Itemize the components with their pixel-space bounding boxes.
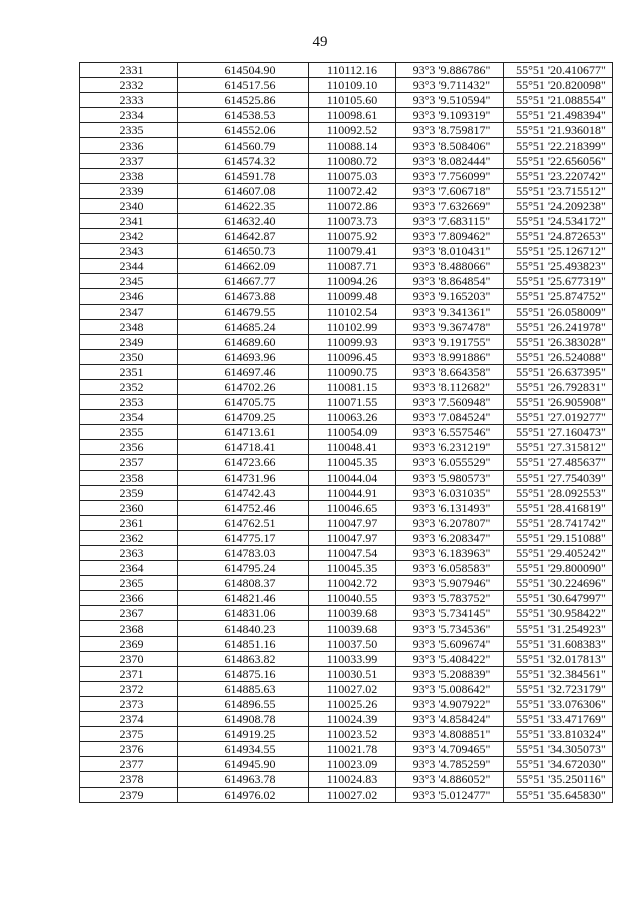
table-row — [80, 651, 613, 666]
latitude-cell: 55°51 '27.019277" — [504, 410, 613, 425]
y-coordinate-cell: 110087.71 — [309, 259, 396, 274]
table-row — [80, 757, 613, 772]
longitude-cell: 93°3 '4.886052" — [396, 772, 504, 787]
point-number-cell: 2361 — [80, 515, 178, 530]
latitude-cell: 55°51 '31.254923" — [504, 621, 613, 636]
x-coordinate-cell: 614742.43 — [178, 485, 309, 500]
point-number-cell: 2367 — [80, 606, 178, 621]
longitude-cell: 93°3 '8.010431" — [396, 244, 504, 259]
latitude-cell: 55°51 '24.872653" — [504, 229, 613, 244]
x-coordinate-cell: 614632.40 — [178, 213, 309, 228]
latitude-cell: 55°51 '23.220742" — [504, 168, 613, 183]
table-row — [80, 636, 613, 651]
y-coordinate-cell: 110098.61 — [309, 108, 396, 123]
x-coordinate-cell: 614574.32 — [178, 153, 309, 168]
y-coordinate-cell: 110044.04 — [309, 470, 396, 485]
y-coordinate-cell: 110045.35 — [309, 561, 396, 576]
table-row — [80, 546, 613, 561]
table-row — [80, 349, 613, 364]
longitude-cell: 93°3 '8.508406" — [396, 138, 504, 153]
x-coordinate-cell: 614795.24 — [178, 561, 309, 576]
longitude-cell: 93°3 '6.207807" — [396, 515, 504, 530]
y-coordinate-cell: 110048.41 — [309, 440, 396, 455]
point-number-cell: 2378 — [80, 772, 178, 787]
longitude-cell: 93°3 '7.560948" — [396, 395, 504, 410]
y-coordinate-cell: 110040.55 — [309, 591, 396, 606]
x-coordinate-cell: 614831.06 — [178, 606, 309, 621]
table-row — [80, 168, 613, 183]
longitude-cell: 93°3 '5.208839" — [396, 666, 504, 681]
longitude-cell: 93°3 '9.165203" — [396, 289, 504, 304]
table-row — [80, 485, 613, 500]
x-coordinate-cell: 614622.35 — [178, 198, 309, 213]
x-coordinate-cell: 614709.25 — [178, 410, 309, 425]
x-coordinate-cell: 614976.02 — [178, 787, 309, 802]
y-coordinate-cell: 110033.99 — [309, 651, 396, 666]
point-number-cell: 2354 — [80, 410, 178, 425]
longitude-cell: 93°3 '6.557546" — [396, 425, 504, 440]
table-row — [80, 530, 613, 545]
table-row — [80, 153, 613, 168]
point-number-cell: 2343 — [80, 244, 178, 259]
point-number-cell: 2353 — [80, 395, 178, 410]
table-row — [80, 772, 613, 787]
table-row — [80, 259, 613, 274]
y-coordinate-cell: 110102.99 — [309, 319, 396, 334]
point-number-cell: 2331 — [80, 63, 178, 78]
coordinates-table — [79, 62, 613, 803]
point-number-cell: 2334 — [80, 108, 178, 123]
x-coordinate-cell: 614752.46 — [178, 500, 309, 515]
point-number-cell: 2370 — [80, 651, 178, 666]
point-number-cell: 2375 — [80, 727, 178, 742]
longitude-cell: 93°3 '9.367478" — [396, 319, 504, 334]
x-coordinate-cell: 614945.90 — [178, 757, 309, 772]
y-coordinate-cell: 110044.91 — [309, 485, 396, 500]
latitude-cell: 55°51 '25.493823" — [504, 259, 613, 274]
y-coordinate-cell: 110063.26 — [309, 410, 396, 425]
longitude-cell: 93°3 '8.664358" — [396, 364, 504, 379]
point-number-cell: 2377 — [80, 757, 178, 772]
table-row — [80, 319, 613, 334]
y-coordinate-cell: 110094.26 — [309, 274, 396, 289]
longitude-cell: 93°3 '9.191755" — [396, 334, 504, 349]
point-number-cell: 2358 — [80, 470, 178, 485]
point-number-cell: 2332 — [80, 78, 178, 93]
table-row — [80, 681, 613, 696]
latitude-cell: 55°51 '25.126712" — [504, 244, 613, 259]
y-coordinate-cell: 110023.52 — [309, 727, 396, 742]
page-number: 49 — [312, 34, 328, 50]
latitude-cell: 55°51 '30.224696" — [504, 576, 613, 591]
latitude-cell: 55°51 '33.810324" — [504, 727, 613, 742]
x-coordinate-cell: 614679.55 — [178, 304, 309, 319]
table-row — [80, 576, 613, 591]
table-row — [80, 123, 613, 138]
point-number-cell: 2342 — [80, 229, 178, 244]
point-number-cell: 2333 — [80, 93, 178, 108]
y-coordinate-cell: 110037.50 — [309, 636, 396, 651]
latitude-cell: 55°51 '22.656056" — [504, 153, 613, 168]
x-coordinate-cell: 614908.78 — [178, 712, 309, 727]
latitude-cell: 55°51 '26.637395" — [504, 364, 613, 379]
table-row — [80, 712, 613, 727]
latitude-cell: 55°51 '34.672030" — [504, 757, 613, 772]
latitude-cell: 55°51 '21.936018" — [504, 123, 613, 138]
latitude-cell: 55°51 '20.820098" — [504, 78, 613, 93]
latitude-cell: 55°51 '27.160473" — [504, 425, 613, 440]
x-coordinate-cell: 614808.37 — [178, 576, 309, 591]
point-number-cell: 2350 — [80, 349, 178, 364]
y-coordinate-cell: 110099.93 — [309, 334, 396, 349]
longitude-cell: 93°3 '7.809462" — [396, 229, 504, 244]
longitude-cell: 93°3 '7.632669" — [396, 198, 504, 213]
longitude-cell: 93°3 '4.907922" — [396, 696, 504, 711]
x-coordinate-cell: 614775.17 — [178, 530, 309, 545]
x-coordinate-cell: 614731.96 — [178, 470, 309, 485]
latitude-cell: 55°51 '28.092553" — [504, 485, 613, 500]
table-row — [80, 742, 613, 757]
y-coordinate-cell: 110096.45 — [309, 349, 396, 364]
table-row — [80, 410, 613, 425]
table-row — [80, 425, 613, 440]
x-coordinate-cell: 614783.03 — [178, 546, 309, 561]
point-number-cell: 2376 — [80, 742, 178, 757]
table-row — [80, 304, 613, 319]
point-number-cell: 2346 — [80, 289, 178, 304]
x-coordinate-cell: 614713.61 — [178, 425, 309, 440]
latitude-cell: 55°51 '30.958422" — [504, 606, 613, 621]
table-row — [80, 455, 613, 470]
latitude-cell: 55°51 '25.677319" — [504, 274, 613, 289]
longitude-cell: 93°3 '6.131493" — [396, 500, 504, 515]
longitude-cell: 93°3 '8.759817" — [396, 123, 504, 138]
x-coordinate-cell: 614896.55 — [178, 696, 309, 711]
longitude-cell: 93°3 '9.109319" — [396, 108, 504, 123]
latitude-cell: 55°51 '26.241978" — [504, 319, 613, 334]
latitude-cell: 55°51 '33.076306" — [504, 696, 613, 711]
table-row — [80, 500, 613, 515]
x-coordinate-cell: 614934.55 — [178, 742, 309, 757]
point-number-cell: 2336 — [80, 138, 178, 153]
point-number-cell: 2338 — [80, 168, 178, 183]
longitude-cell: 93°3 '8.082444" — [396, 153, 504, 168]
table-row — [80, 591, 613, 606]
table-row — [80, 621, 613, 636]
x-coordinate-cell: 614650.73 — [178, 244, 309, 259]
x-coordinate-cell: 614885.63 — [178, 681, 309, 696]
x-coordinate-cell: 614851.16 — [178, 636, 309, 651]
y-coordinate-cell: 110080.72 — [309, 153, 396, 168]
latitude-cell: 55°51 '21.498394" — [504, 108, 613, 123]
longitude-cell: 93°3 '5.012477" — [396, 787, 504, 802]
longitude-cell: 93°3 '7.683115" — [396, 213, 504, 228]
longitude-cell: 93°3 '4.858424" — [396, 712, 504, 727]
latitude-cell: 55°51 '29.151088" — [504, 530, 613, 545]
latitude-cell: 55°51 '30.647997" — [504, 591, 613, 606]
x-coordinate-cell: 614689.60 — [178, 334, 309, 349]
y-coordinate-cell: 110024.83 — [309, 772, 396, 787]
longitude-cell: 93°3 '9.711432" — [396, 78, 504, 93]
y-coordinate-cell: 110027.02 — [309, 787, 396, 802]
latitude-cell: 55°51 '24.534172" — [504, 213, 613, 228]
x-coordinate-cell: 614863.82 — [178, 651, 309, 666]
y-coordinate-cell: 110072.86 — [309, 198, 396, 213]
y-coordinate-cell: 110030.51 — [309, 666, 396, 681]
latitude-cell: 55°51 '26.792831" — [504, 379, 613, 394]
latitude-cell: 55°51 '29.800090" — [504, 561, 613, 576]
x-coordinate-cell: 614504.90 — [178, 63, 309, 78]
y-coordinate-cell: 110047.97 — [309, 515, 396, 530]
table-row — [80, 274, 613, 289]
point-number-cell: 2357 — [80, 455, 178, 470]
table-row — [80, 229, 613, 244]
point-number-cell: 2335 — [80, 123, 178, 138]
table-row — [80, 440, 613, 455]
point-number-cell: 2345 — [80, 274, 178, 289]
latitude-cell: 55°51 '23.715512" — [504, 183, 613, 198]
y-coordinate-cell: 110090.75 — [309, 364, 396, 379]
latitude-cell: 55°51 '28.741742" — [504, 515, 613, 530]
table-row — [80, 696, 613, 711]
point-number-cell: 2352 — [80, 379, 178, 394]
longitude-cell: 93°3 '6.231219" — [396, 440, 504, 455]
longitude-cell: 93°3 '5.008642" — [396, 681, 504, 696]
x-coordinate-cell: 614642.87 — [178, 229, 309, 244]
point-number-cell: 2373 — [80, 696, 178, 711]
x-coordinate-cell: 614538.53 — [178, 108, 309, 123]
x-coordinate-cell: 614963.78 — [178, 772, 309, 787]
table-row — [80, 727, 613, 742]
y-coordinate-cell: 110047.54 — [309, 546, 396, 561]
longitude-cell: 93°3 '4.785259" — [396, 757, 504, 772]
table-row — [80, 561, 613, 576]
longitude-cell: 93°3 '7.756099" — [396, 168, 504, 183]
point-number-cell: 2374 — [80, 712, 178, 727]
table-row — [80, 666, 613, 681]
longitude-cell: 93°3 '6.058583" — [396, 561, 504, 576]
longitude-cell: 93°3 '6.208347" — [396, 530, 504, 545]
point-number-cell: 2360 — [80, 500, 178, 515]
point-number-cell: 2379 — [80, 787, 178, 802]
y-coordinate-cell: 110079.41 — [309, 244, 396, 259]
longitude-cell: 93°3 '5.980573" — [396, 470, 504, 485]
y-coordinate-cell: 110046.65 — [309, 500, 396, 515]
y-coordinate-cell: 110042.72 — [309, 576, 396, 591]
table-row — [80, 515, 613, 530]
y-coordinate-cell: 110039.68 — [309, 606, 396, 621]
y-coordinate-cell: 110045.35 — [309, 455, 396, 470]
x-coordinate-cell: 614667.77 — [178, 274, 309, 289]
x-coordinate-cell: 614919.25 — [178, 727, 309, 742]
table-row — [80, 138, 613, 153]
point-number-cell: 2337 — [80, 153, 178, 168]
y-coordinate-cell: 110073.73 — [309, 213, 396, 228]
y-coordinate-cell: 110027.02 — [309, 681, 396, 696]
longitude-cell: 93°3 '9.510594" — [396, 93, 504, 108]
longitude-cell: 93°3 '8.864854" — [396, 274, 504, 289]
table-row — [80, 364, 613, 379]
longitude-cell: 93°3 '8.112682" — [396, 379, 504, 394]
longitude-cell: 93°3 '5.609674" — [396, 636, 504, 651]
latitude-cell: 55°51 '24.209238" — [504, 198, 613, 213]
table-row — [80, 108, 613, 123]
table-row — [80, 213, 613, 228]
x-coordinate-cell: 614525.86 — [178, 93, 309, 108]
longitude-cell: 93°3 '9.886786" — [396, 63, 504, 78]
longitude-cell: 93°3 '8.488066" — [396, 259, 504, 274]
y-coordinate-cell: 110081.15 — [309, 379, 396, 394]
longitude-cell: 93°3 '6.055529" — [396, 455, 504, 470]
y-coordinate-cell: 110102.54 — [309, 304, 396, 319]
y-coordinate-cell: 110047.97 — [309, 530, 396, 545]
y-coordinate-cell: 110075.03 — [309, 168, 396, 183]
point-number-cell: 2341 — [80, 213, 178, 228]
y-coordinate-cell: 110109.10 — [309, 78, 396, 93]
point-number-cell: 2363 — [80, 546, 178, 561]
table-row — [80, 289, 613, 304]
x-coordinate-cell: 614821.46 — [178, 591, 309, 606]
longitude-cell: 93°3 '6.183963" — [396, 546, 504, 561]
point-number-cell: 2348 — [80, 319, 178, 334]
longitude-cell: 93°3 '4.808851" — [396, 727, 504, 742]
point-number-cell: 2359 — [80, 485, 178, 500]
latitude-cell: 55°51 '32.723179" — [504, 681, 613, 696]
longitude-cell: 93°3 '5.734536" — [396, 621, 504, 636]
latitude-cell: 55°51 '27.485637" — [504, 455, 613, 470]
point-number-cell: 2372 — [80, 681, 178, 696]
y-coordinate-cell: 110025.26 — [309, 696, 396, 711]
table-row — [80, 379, 613, 394]
latitude-cell: 55°51 '25.874752" — [504, 289, 613, 304]
y-coordinate-cell: 110071.55 — [309, 395, 396, 410]
y-coordinate-cell: 110075.92 — [309, 229, 396, 244]
longitude-cell: 93°3 '5.408422" — [396, 651, 504, 666]
x-coordinate-cell: 614552.06 — [178, 123, 309, 138]
longitude-cell: 93°3 '4.709465" — [396, 742, 504, 757]
latitude-cell: 55°51 '35.645830" — [504, 787, 613, 802]
longitude-cell: 93°3 '5.734145" — [396, 606, 504, 621]
coordinates-table-body — [80, 63, 613, 803]
point-number-cell: 2366 — [80, 591, 178, 606]
point-number-cell: 2364 — [80, 561, 178, 576]
y-coordinate-cell: 110112.16 — [309, 63, 396, 78]
latitude-cell: 55°51 '28.416819" — [504, 500, 613, 515]
y-coordinate-cell: 110099.48 — [309, 289, 396, 304]
latitude-cell: 55°51 '21.088554" — [504, 93, 613, 108]
longitude-cell: 93°3 '8.991886" — [396, 349, 504, 364]
latitude-cell: 55°51 '27.754039" — [504, 470, 613, 485]
table-row — [80, 787, 613, 802]
table-row — [80, 93, 613, 108]
latitude-cell: 55°51 '26.058009" — [504, 304, 613, 319]
latitude-cell: 55°51 '32.017813" — [504, 651, 613, 666]
latitude-cell: 55°51 '32.384561" — [504, 666, 613, 681]
x-coordinate-cell: 614702.26 — [178, 379, 309, 394]
table-row — [80, 395, 613, 410]
table-row — [80, 606, 613, 621]
latitude-cell: 55°51 '34.305073" — [504, 742, 613, 757]
table-row — [80, 183, 613, 198]
y-coordinate-cell: 110021.78 — [309, 742, 396, 757]
y-coordinate-cell: 110039.68 — [309, 621, 396, 636]
latitude-cell: 55°51 '26.524088" — [504, 349, 613, 364]
y-coordinate-cell: 110105.60 — [309, 93, 396, 108]
point-number-cell: 2368 — [80, 621, 178, 636]
y-coordinate-cell: 110072.42 — [309, 183, 396, 198]
longitude-cell: 93°3 '9.341361" — [396, 304, 504, 319]
x-coordinate-cell: 614662.09 — [178, 259, 309, 274]
y-coordinate-cell: 110023.09 — [309, 757, 396, 772]
x-coordinate-cell: 614560.79 — [178, 138, 309, 153]
x-coordinate-cell: 614607.08 — [178, 183, 309, 198]
latitude-cell: 55°51 '27.315812" — [504, 440, 613, 455]
point-number-cell: 2356 — [80, 440, 178, 455]
longitude-cell: 93°3 '7.606718" — [396, 183, 504, 198]
x-coordinate-cell: 614673.88 — [178, 289, 309, 304]
point-number-cell: 2344 — [80, 259, 178, 274]
point-number-cell: 2355 — [80, 425, 178, 440]
x-coordinate-cell: 614875.16 — [178, 666, 309, 681]
y-coordinate-cell: 110092.52 — [309, 123, 396, 138]
point-number-cell: 2362 — [80, 530, 178, 545]
longitude-cell: 93°3 '7.084524" — [396, 410, 504, 425]
x-coordinate-cell: 614723.66 — [178, 455, 309, 470]
latitude-cell: 55°51 '35.250116" — [504, 772, 613, 787]
table-row — [80, 198, 613, 213]
latitude-cell: 55°51 '31.608383" — [504, 636, 613, 651]
x-coordinate-cell: 614693.96 — [178, 349, 309, 364]
longitude-cell: 93°3 '6.031035" — [396, 485, 504, 500]
x-coordinate-cell: 614685.24 — [178, 319, 309, 334]
x-coordinate-cell: 614705.75 — [178, 395, 309, 410]
latitude-cell: 55°51 '26.905908" — [504, 395, 613, 410]
y-coordinate-cell: 110054.09 — [309, 425, 396, 440]
x-coordinate-cell: 614718.41 — [178, 440, 309, 455]
x-coordinate-cell: 614591.78 — [178, 168, 309, 183]
point-number-cell: 2371 — [80, 666, 178, 681]
x-coordinate-cell: 614840.23 — [178, 621, 309, 636]
latitude-cell: 55°51 '29.405242" — [504, 546, 613, 561]
point-number-cell: 2349 — [80, 334, 178, 349]
table-row — [80, 78, 613, 93]
table-row — [80, 63, 613, 78]
table-row — [80, 470, 613, 485]
point-number-cell: 2365 — [80, 576, 178, 591]
latitude-cell: 55°51 '22.218399" — [504, 138, 613, 153]
latitude-cell: 55°51 '26.383028" — [504, 334, 613, 349]
point-number-cell: 2340 — [80, 198, 178, 213]
y-coordinate-cell: 110088.14 — [309, 138, 396, 153]
point-number-cell: 2351 — [80, 364, 178, 379]
y-coordinate-cell: 110024.39 — [309, 712, 396, 727]
coordinates-table-container — [79, 62, 612, 803]
longitude-cell: 93°3 '5.907946" — [396, 576, 504, 591]
x-coordinate-cell: 614762.51 — [178, 515, 309, 530]
latitude-cell: 55°51 '33.471769" — [504, 712, 613, 727]
table-row — [80, 244, 613, 259]
longitude-cell: 93°3 '5.783752" — [396, 591, 504, 606]
latitude-cell: 55°51 '20.410677" — [504, 63, 613, 78]
x-coordinate-cell: 614517.56 — [178, 78, 309, 93]
x-coordinate-cell: 614697.46 — [178, 364, 309, 379]
point-number-cell: 2347 — [80, 304, 178, 319]
point-number-cell: 2339 — [80, 183, 178, 198]
point-number-cell: 2369 — [80, 636, 178, 651]
table-row — [80, 334, 613, 349]
